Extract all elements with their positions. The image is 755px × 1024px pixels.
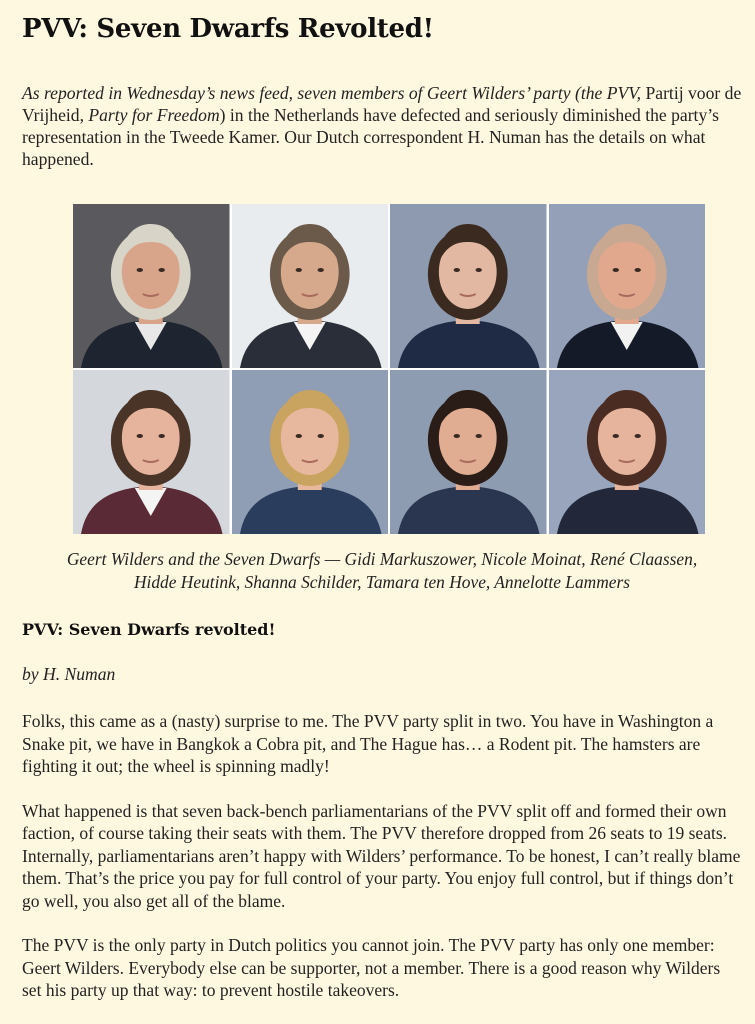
intro-party-english-name: Party for Freedom xyxy=(88,105,220,125)
article-title: PVV: Seven Dwarfs Revolted! xyxy=(22,14,434,44)
caption-line-1: Geert Wilders and the Seven Dwarfs — Gidi Markuszower, Nicole Moinat, René Claassen, xyxy=(66,549,698,569)
intro-party-dutch-name: Partij voor de Vrijheid, xyxy=(22,83,742,125)
article-intro xyxy=(22,82,742,170)
article-subheading: PVV: Seven Dwarfs revolted! xyxy=(22,620,276,639)
photo-caption xyxy=(22,548,742,594)
body-paragraph: The PVV is the only party in Dutch politics you cannot join. The PVV party has only one member: Geert Wilders. Everybody else can be supporter, not a member. There is a good reason why Wilders set his party up that way: to prevent hostile takeovers. xyxy=(22,935,721,1000)
portrait-photo-grid xyxy=(73,204,705,534)
portrait-photo xyxy=(390,204,547,368)
caption-line-2: Hidde Heutink, Shanna Schilder, Tamara ten Hove, Annelotte Lammers xyxy=(133,572,631,592)
portrait-photo xyxy=(232,370,389,534)
body-paragraph: What happened is that seven back-bench parliamentarians of the PVV split off and formed their own faction, of course taking their seats with them. The PVV therefore dropped from 26 seats to 19 seats. Internally, parliamentarians aren’t happy with Wilders’ performance. To be honest, I can’t really blame them. That’s the price you pay for full control of your party. You enjoy full control, but if things don’t go well, you also get all of the blame. xyxy=(22,800,741,911)
portrait-photo xyxy=(390,370,547,534)
portrait-photo xyxy=(549,204,706,368)
intro-text-2: ) in the Netherlands have defected and seriously diminished the party’s representation in the Tweede Kamer. Our Dutch correspondent H. Numan has the details on what happened. xyxy=(22,105,719,169)
portrait-photo xyxy=(549,370,706,534)
body-paragraph: Folks, this came as a (nasty) surprise to me. The PVV party split in two. You have in Washington a Snake pit, we have in Bangkok a Cobra pit, and The Hague has… a Rodent pit. The hamsters are fighting it out; the wheel is spinning madly! xyxy=(22,711,714,776)
portrait-photo xyxy=(73,204,230,368)
portrait-photo xyxy=(232,204,389,368)
intro-text-1: As reported in Wednesday’s news feed, seven members of Geert Wilders’ party (the PVV, xyxy=(22,83,646,103)
portrait-photo xyxy=(73,370,230,534)
author-byline: by H. Numan xyxy=(22,664,116,684)
article-body xyxy=(22,710,742,1024)
